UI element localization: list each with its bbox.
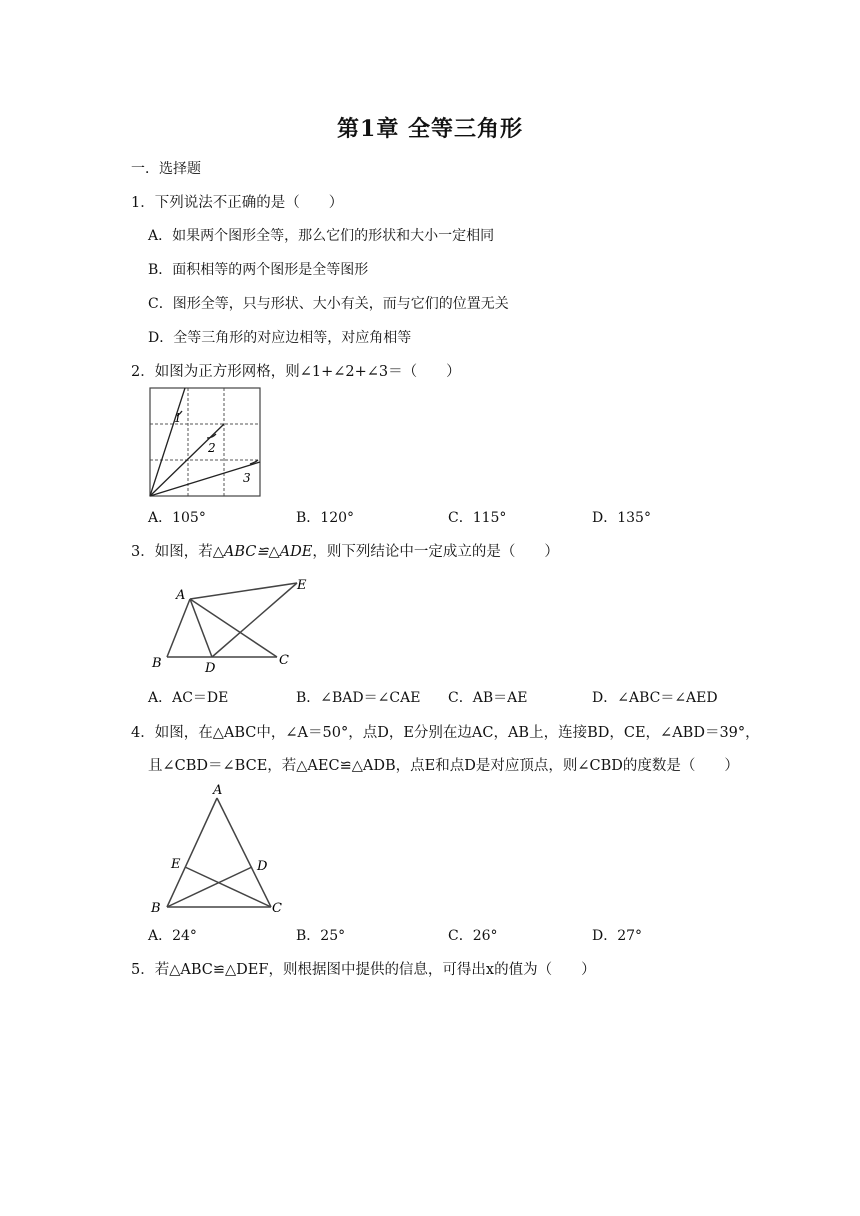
question-4-stem-line-1: 4．如图，在△ABC中，∠A＝50°，点D，E分别在边AC，AB上，连接BD，CE，∠ABD＝39°， [131, 725, 760, 741]
vertex-label-a: A [213, 783, 223, 798]
vertex-label-e: E [171, 857, 181, 872]
question-2-option-d: D．135° [592, 510, 651, 526]
question-2-option-b: B．120° [296, 510, 355, 526]
page-title: 第1章 全等三角形 [337, 116, 523, 142]
question-2-option-a: A．105° [148, 510, 206, 526]
section-heading: 一．选择题 [131, 161, 201, 177]
question-1-option-a: A．如果两个图形全等，那么它们的形状和大小一定相同 [148, 228, 495, 244]
question-3-option-d: D．∠ABC＝∠AED [592, 690, 718, 706]
question-3-option-a: A．AC＝DE [148, 690, 229, 706]
question-4-option-b: B．25° [296, 928, 346, 944]
question-3-option-c: C．AB＝AE [448, 690, 528, 706]
vertex-label-c: C [272, 901, 282, 916]
vertex-label-d: D [205, 661, 216, 676]
question-1-stem: 1．下列说法不正确的是（ ） [131, 195, 344, 211]
question-4-option-a: A．24° [148, 928, 197, 944]
angle-label-2: 2 [208, 441, 216, 455]
question-1-option-d: D．全等三角形的对应边相等，对应角相等 [148, 330, 412, 346]
vertex-label-b: B [152, 656, 162, 671]
question-4-stem-line-2: 且∠CBD＝∠BCE，若△AEC≌△ADB，点E和点D是对应顶点，则∠CBD的度数是（ ） [148, 758, 739, 774]
vertex-label-b: B [151, 901, 161, 916]
question-2-option-c: C．115° [448, 510, 507, 526]
question-1-option-c: C．图形全等，只与形状、大小有关，而与它们的位置无关 [148, 296, 509, 312]
vertex-label-a: A [176, 588, 186, 603]
question-4-figure [145, 778, 295, 918]
vertex-label-d: D [257, 859, 268, 874]
question-3-figure [145, 570, 320, 675]
vertex-label-e: E [297, 578, 307, 593]
question-1-option-b: B．面积相等的两个图形是全等图形 [148, 262, 369, 278]
angle-label-3: 3 [243, 471, 251, 485]
vertex-label-c: C [279, 653, 289, 668]
question-2-stem: 2．如图为正方形网格，则∠1+∠2+∠3＝（ ） [131, 364, 461, 380]
question-4-option-c: C．26° [448, 928, 498, 944]
question-5-stem: 5．若△ABC≌△DEF，则根据图中提供的信息，可得出x的值为（ ） [131, 962, 596, 978]
angle-label-1: 1 [174, 411, 182, 425]
question-4-option-d: D．27° [592, 928, 643, 944]
question-3-option-b: B．∠BAD＝∠CAE [296, 690, 421, 706]
question-3-stem: 3．如图，若△ABC≌△ADE，则下列结论中一定成立的是（ ） [131, 544, 559, 560]
question-2-grid-figure [140, 380, 270, 505]
